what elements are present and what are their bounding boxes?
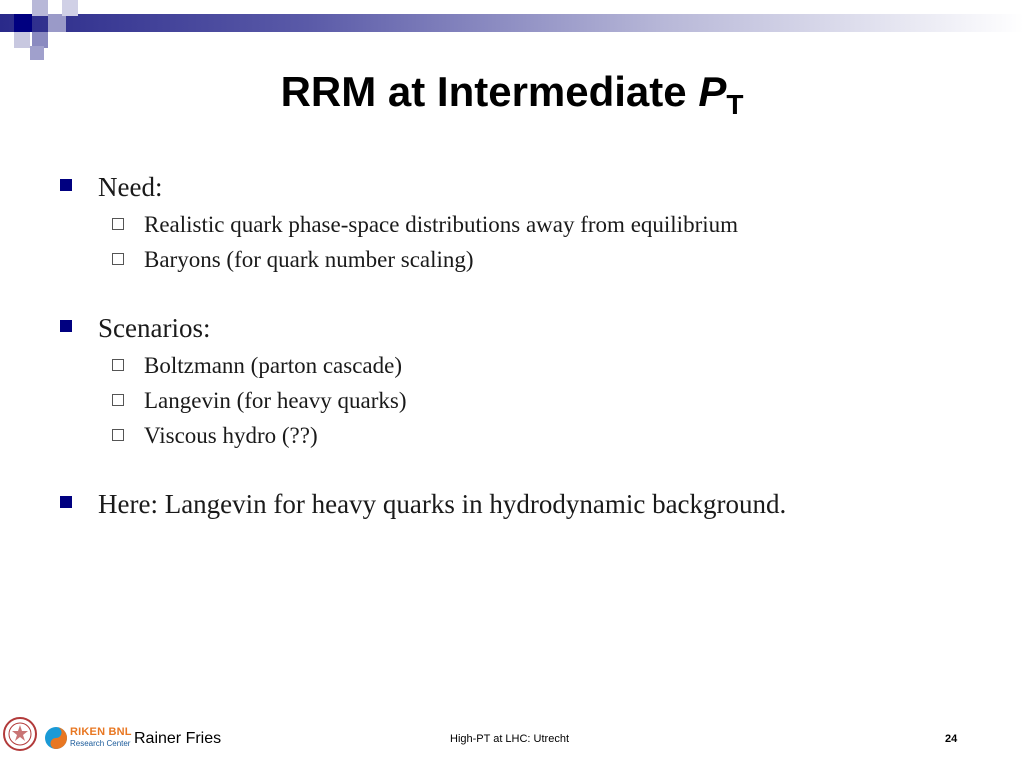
hollow-square-bullet-icon xyxy=(112,359,124,371)
header-gradient-bar xyxy=(0,14,1024,32)
slide-title xyxy=(0,68,1024,121)
footer-center-text: High-PT at LHC: Utrecht xyxy=(450,733,570,745)
bullet-text: Here: Langevin for heavy quarks in hydrodynamic background. xyxy=(98,489,787,519)
sub-bullet-text: Langevin (for heavy quarks) xyxy=(144,388,407,413)
university-seal-icon xyxy=(2,716,38,752)
hollow-square-bullet-icon xyxy=(112,218,124,230)
filled-square-bullet-icon xyxy=(60,320,72,332)
bullet-item xyxy=(60,489,980,520)
footer-author: Rainer Fries xyxy=(134,730,222,747)
hollow-square-bullet-icon xyxy=(112,253,124,265)
riken-bnl-logo-subtext: Research Center xyxy=(70,739,131,748)
slide-title-subscript: T xyxy=(726,89,744,120)
hollow-square-bullet-icon xyxy=(112,429,124,441)
header-square-decoration xyxy=(48,14,66,32)
page-number: 24 xyxy=(945,733,958,745)
sub-bullet-text: Realistic quark phase-space distributions away from equilibrium xyxy=(144,212,739,237)
slide-title-variable: $P_T$ xyxy=(698,68,744,120)
bullet-item xyxy=(60,313,980,344)
riken-bnl-logo-text: RIKEN BNL xyxy=(70,726,132,738)
filled-square-bullet-icon xyxy=(60,496,72,508)
filled-square-bullet-icon xyxy=(60,179,72,191)
sub-bullet-item xyxy=(112,212,980,238)
sub-bullet-item xyxy=(112,423,980,449)
header-square-decoration xyxy=(14,32,30,48)
sub-bullet-item xyxy=(112,247,980,273)
hollow-square-bullet-icon xyxy=(112,394,124,406)
sub-bullet-item xyxy=(112,388,980,414)
sub-bullet-item xyxy=(112,353,980,379)
bullet-list xyxy=(60,168,980,520)
sub-bullet-text: Baryons (for quark number scaling) xyxy=(144,247,474,272)
riken-bnl-logo-icon xyxy=(44,726,68,750)
header-square-decoration xyxy=(30,46,44,60)
header-square-decoration xyxy=(62,0,78,16)
slide-title-text: RRM at Intermediate xyxy=(280,68,687,115)
slide-footer xyxy=(0,712,1024,762)
header-square-decoration xyxy=(32,0,48,16)
header-square-decoration xyxy=(14,14,32,32)
bullet-item xyxy=(60,172,980,203)
sub-bullet-text: Boltzmann (parton cascade) xyxy=(144,353,402,378)
bullet-text: Scenarios: xyxy=(98,313,211,343)
sub-bullet-text: Viscous hydro (??) xyxy=(144,423,318,448)
bullet-text: Need: xyxy=(98,172,163,202)
